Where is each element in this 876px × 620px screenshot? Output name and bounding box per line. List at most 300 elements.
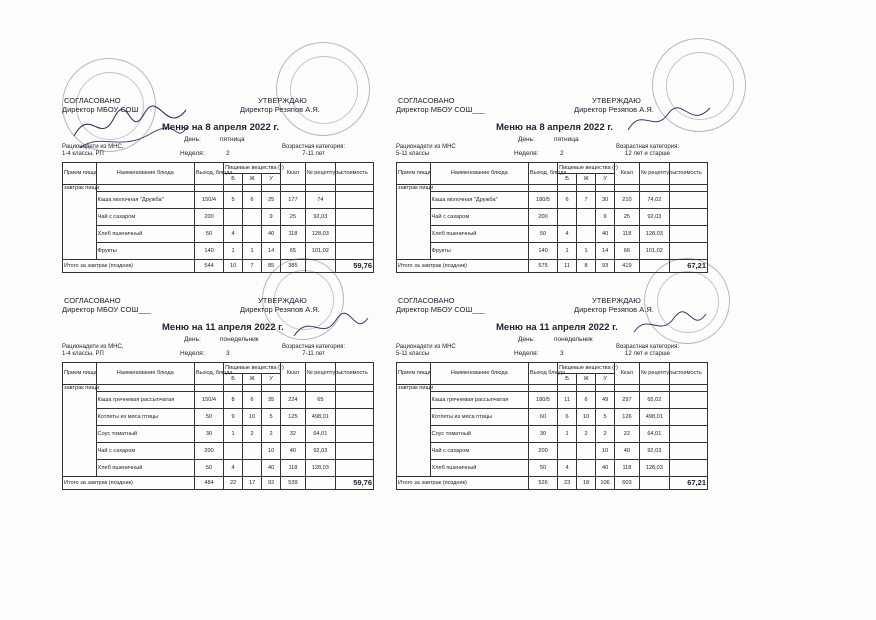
menu-table (62, 162, 374, 273)
dish-carbs: 35 (262, 392, 281, 409)
dish-name: Хлеб пшеничный (430, 226, 528, 243)
col-kcal-header: Ккал (281, 163, 306, 185)
ration-line-2: 1-4 классы, РП (62, 151, 104, 157)
dish-kcal: 66 (615, 243, 640, 260)
dish-fat: 2 (243, 426, 262, 443)
menu-block-3 (62, 292, 374, 552)
spacer-cell (615, 185, 640, 192)
spacer-cell (558, 385, 577, 392)
dish-protein: 1 (224, 426, 243, 443)
table-row (397, 409, 708, 426)
approve-signatory: Директор Резяпов А.Я. (240, 305, 320, 314)
dish-fat (577, 460, 596, 477)
dish-yield: 30 (528, 426, 557, 443)
dish-kcal: 25 (281, 209, 306, 226)
dish-protein: 1 (558, 426, 577, 443)
total-label: Итого за завтрак (поздник) (63, 477, 195, 490)
spacer-cell (577, 385, 596, 392)
day-value: пятница (220, 136, 245, 143)
spacer-cell (528, 185, 557, 192)
dish-name: Фрукты (96, 243, 194, 260)
dish-carbs: 5 (596, 409, 615, 426)
total-fat: 17 (243, 477, 262, 490)
dish-yield: 50 (528, 226, 557, 243)
dish-yield: 50 (528, 460, 557, 477)
week-label: Неделя: (514, 150, 539, 157)
col-yield-header: Выход, блюда (528, 163, 557, 185)
dish-name: Хлеб пшеничный (96, 460, 194, 477)
total-cost: 67,21 (669, 260, 707, 273)
col-meal-header: Прием пищи (63, 163, 97, 185)
approve-title: УТВЕРЖДАЮ (258, 296, 307, 305)
dish-fat (243, 443, 262, 460)
spacer-cell (262, 385, 281, 392)
total-row (397, 260, 708, 273)
dish-carbs: 10 (262, 443, 281, 460)
col-nutrients-header: Пищевые вещества (г) (558, 363, 615, 374)
dish-kcal: 126 (615, 409, 640, 426)
total-fat: 7 (243, 260, 262, 273)
agreed-title: СОГЛАСОВАНО (398, 296, 455, 305)
dish-cost (669, 209, 707, 226)
col-protein-header: Б (558, 374, 577, 385)
table-row-spacer (63, 185, 374, 192)
dish-cost (669, 226, 707, 243)
col-nutrients-header: Пищевые вещества (г) (224, 363, 281, 374)
dish-kcal: 25 (615, 209, 640, 226)
dish-kcal: 224 (281, 392, 306, 409)
day-label: День: (184, 336, 201, 343)
dish-name: Котлеты из мяса птицы (430, 409, 528, 426)
dish-protein (558, 209, 577, 226)
total-yield: 575 (528, 260, 557, 273)
dish-cost (669, 409, 707, 426)
agreed-title: СОГЛАСОВАНО (398, 96, 455, 105)
dish-fat (577, 443, 596, 460)
dish-yield: 200 (194, 443, 223, 460)
col-nutrients-header: Пищевые вещества (г) (224, 163, 281, 174)
total-row (63, 260, 374, 273)
col-protein-header: Б (558, 174, 577, 185)
spacer-cell (194, 385, 223, 392)
dish-protein: 1 (558, 243, 577, 260)
spacer-cell (305, 185, 335, 192)
week-value: 3 (560, 350, 564, 357)
week-label: Неделя: (514, 350, 539, 357)
col-recipe-header: № рецептуры (305, 163, 335, 185)
total-carbs: 93 (596, 260, 615, 273)
dish-kcal: 118 (615, 460, 640, 477)
dish-yield: 50 (194, 226, 223, 243)
spacer-cell (224, 385, 243, 392)
total-protein: 22 (224, 477, 243, 490)
total-recipe (305, 260, 335, 273)
dish-protein: 8 (224, 392, 243, 409)
agreed-title: СОГЛАСОВАНО (64, 96, 121, 105)
day-label: День: (518, 336, 535, 343)
total-yield: 526 (528, 477, 557, 490)
table-row (397, 192, 708, 209)
menu-title: Меню на 11 апреля 2022 г. (162, 322, 284, 333)
table-row (397, 460, 708, 477)
total-carbs: 85 (262, 260, 281, 273)
menu-table (62, 362, 374, 490)
dish-name: Чай с сахаром (96, 209, 194, 226)
table-row (397, 426, 708, 443)
dish-name: Котлеты из мяса птицы (96, 409, 194, 426)
col-fat-header: Ж (577, 374, 596, 385)
spacer-cell (243, 385, 262, 392)
col-nutrients-header: Пищевые вещества (г) (558, 163, 615, 174)
agreed-title: СОГЛАСОВАНО (64, 296, 121, 305)
approve-title: УТВЕРЖДАЮ (592, 296, 641, 305)
ration-info (396, 344, 456, 358)
dish-recipe: 64,01 (639, 426, 669, 443)
age-category (616, 144, 679, 158)
spacer-cell (335, 185, 373, 192)
dish-yield: 140 (194, 243, 223, 260)
col-meal-header: Прием пищи (397, 163, 431, 185)
dish-fat: 1 (243, 243, 262, 260)
spacer-cell (194, 185, 223, 192)
spacer-cell (669, 185, 707, 192)
day-label: День: (518, 136, 535, 143)
dish-kcal: 177 (281, 192, 306, 209)
spacer-cell (262, 185, 281, 192)
spacer-cell (305, 385, 335, 392)
week-label: Неделя: (180, 350, 205, 357)
spacer-cell (224, 185, 243, 192)
menu-rows (397, 385, 708, 490)
dish-name: Чай с сахаром (430, 443, 528, 460)
dish-fat: 1 (577, 243, 596, 260)
dish-fat (243, 209, 262, 226)
total-row (63, 477, 374, 490)
dish-protein (224, 443, 243, 460)
dish-kcal: 118 (281, 460, 306, 477)
dish-kcal: 125 (281, 409, 306, 426)
menu-block-4 (396, 292, 708, 552)
dish-kcal: 32 (281, 426, 306, 443)
menu-rows (397, 185, 708, 273)
col-yield-header: Выход, блюда (194, 163, 223, 185)
dish-recipe: 101,02 (305, 243, 335, 260)
dish-fat (577, 226, 596, 243)
dish-name: Чай с сахаром (96, 443, 194, 460)
dish-recipe: 64,01 (305, 426, 335, 443)
dish-carbs: 5 (262, 409, 281, 426)
menu-table (396, 162, 708, 273)
dish-recipe: 128,03 (305, 226, 335, 243)
approve-signatory: Директор Резяпов А.Я. (574, 305, 654, 314)
dish-recipe: 128,03 (639, 460, 669, 477)
dish-fat: 6 (243, 392, 262, 409)
dish-name: Соус томатный (430, 426, 528, 443)
total-recipe (305, 477, 335, 490)
age-category-label: Возрастная категория: (616, 344, 679, 350)
dish-cost (335, 243, 373, 260)
ration-line-1: Рационадети из МНС, (62, 144, 124, 150)
table-row-spacer (397, 385, 708, 392)
dish-protein: 11 (558, 392, 577, 409)
total-cost: 67,21 (669, 477, 707, 490)
menu-rows (63, 385, 374, 490)
ration-info (62, 344, 123, 358)
day-value: понедельник (220, 336, 259, 343)
dish-recipe: 498,01 (639, 409, 669, 426)
spacer-cell (335, 385, 373, 392)
day-value: пятница (554, 136, 579, 143)
spacer-cell (615, 385, 640, 392)
table-row (63, 243, 374, 260)
dish-cost (669, 443, 707, 460)
age-category-label: Возрастная категория: (616, 144, 679, 150)
dish-protein (558, 443, 577, 460)
table-row (63, 460, 374, 477)
total-protein: 23 (558, 477, 577, 490)
table-row (63, 192, 374, 209)
dish-recipe: 92,03 (305, 209, 335, 226)
dish-kcal: 40 (281, 443, 306, 460)
total-recipe (639, 477, 669, 490)
table-row (63, 226, 374, 243)
total-cost: 59,76 (335, 477, 373, 490)
meal-cell: завтрак пищи (397, 185, 431, 260)
dish-yield: 200 (194, 209, 223, 226)
spacer-cell (639, 185, 669, 192)
dish-name: Хлеб пшеничный (96, 226, 194, 243)
week-value: 2 (560, 150, 564, 157)
spacer-cell (281, 385, 306, 392)
total-label: Итого за завтрак (поздник) (63, 260, 195, 273)
dish-kcal: 118 (281, 226, 306, 243)
week-value: 3 (226, 350, 230, 357)
dish-yield: 60 (528, 409, 557, 426)
dish-recipe: 101,02 (639, 243, 669, 260)
menu-title: Меню на 8 апреля 2022 г. (496, 122, 614, 133)
dish-cost (335, 209, 373, 226)
dish-recipe: 128,03 (305, 460, 335, 477)
dish-carbs: 2 (262, 426, 281, 443)
dish-carbs: 40 (262, 460, 281, 477)
col-cost-header: стоимость (669, 163, 707, 185)
dish-fat: 10 (577, 409, 596, 426)
age-category-value: 7-11 лет (302, 351, 325, 357)
age-category-value: 7-11 лет (302, 151, 325, 157)
age-category (282, 144, 345, 158)
dish-recipe: 74 (305, 192, 335, 209)
table-row (397, 443, 708, 460)
spacer-cell (558, 185, 577, 192)
dish-carbs: 14 (596, 243, 615, 260)
approve-signatory: Директор Резяпов А.Я. (574, 105, 654, 114)
dish-kcal: 65 (281, 243, 306, 260)
ration-info (62, 144, 123, 158)
table-row-spacer (63, 385, 374, 392)
dish-yield: 180/5 (528, 392, 557, 409)
total-fat: 8 (577, 260, 596, 273)
dish-fat (243, 226, 262, 243)
dish-name: Хлеб пшеничный (430, 460, 528, 477)
dish-fat: 7 (577, 192, 596, 209)
ration-line-1: Рационадети из МНС, (62, 344, 124, 350)
spacer-cell (96, 185, 194, 192)
meal-cell: завтрак пищи (63, 185, 97, 260)
dish-name: Каша молочная "Дружба" (96, 192, 194, 209)
dish-cost (669, 460, 707, 477)
spacer-cell (281, 185, 306, 192)
col-protein-header: Б (224, 174, 243, 185)
total-label: Итого за завтрак (поздник) (397, 477, 529, 490)
table-row (397, 243, 708, 260)
dish-protein (224, 209, 243, 226)
dish-name: Фрукты (430, 243, 528, 260)
col-carbs-header: У (262, 174, 281, 185)
dish-yield: 30 (194, 426, 223, 443)
ration-line-2: 5-11 классы (396, 151, 430, 157)
spacer-cell (430, 385, 528, 392)
dish-fat: 6 (243, 192, 262, 209)
dish-recipe: 92,03 (305, 443, 335, 460)
day-value: понедельник (554, 336, 593, 343)
dish-yield: 50 (194, 409, 223, 426)
dish-fat: 6 (577, 392, 596, 409)
spacer-cell (639, 385, 669, 392)
meal-cell: завтрак пищи (63, 385, 97, 477)
dish-name: Каша гречневая рассыпчатая (430, 392, 528, 409)
dish-cost (335, 192, 373, 209)
menu-table (396, 362, 708, 490)
col-fat-header: Ж (243, 374, 262, 385)
col-yield-header: Выход блюда (528, 363, 557, 385)
table-row (397, 209, 708, 226)
dish-cost (669, 243, 707, 260)
total-kcal: 603 (615, 477, 640, 490)
col-recipe-header: № рецептуры (305, 363, 335, 385)
dish-carbs: 9 (596, 209, 615, 226)
spacer-cell (243, 185, 262, 192)
total-row (397, 477, 708, 490)
table-row (63, 392, 374, 409)
dish-carbs: 2 (596, 426, 615, 443)
dish-recipe: 92,03 (639, 443, 669, 460)
col-recipe-header: № рецептуры (639, 163, 669, 185)
col-meal-header: Прием пищи (397, 363, 431, 385)
week-value: 2 (226, 150, 230, 157)
table-row (397, 392, 708, 409)
dish-protein: 5 (224, 192, 243, 209)
menu-rows (63, 185, 374, 273)
dish-kcal: 22 (615, 426, 640, 443)
col-kcal-header: Ккал (615, 363, 640, 385)
ration-line-2: 1-4 классы, РП (62, 351, 104, 357)
dish-name: Чай с сахаром (430, 209, 528, 226)
col-protein-header: Б (224, 374, 243, 385)
col-name-header: Наименование блюда (430, 363, 528, 385)
col-name-header: Наименование блюда (430, 163, 528, 185)
dish-cost (335, 409, 373, 426)
menu-title: Меню на 8 апреля 2022 г. (162, 122, 280, 133)
dish-cost (335, 426, 373, 443)
age-category (282, 344, 345, 358)
col-fat-header: Ж (243, 174, 262, 185)
dish-recipe: 498,01 (305, 409, 335, 426)
dish-cost (669, 426, 707, 443)
dish-cost (335, 392, 373, 409)
agreed-signatory: Директор МБОУ СОШ___ (62, 305, 151, 314)
meal-cell: завтрак пищи (397, 385, 431, 477)
total-carbs: 92 (262, 477, 281, 490)
col-recipe-header: № рецептуры (639, 363, 669, 385)
total-label: Итого за завтрак (поздник) (397, 260, 529, 273)
dish-cost (335, 226, 373, 243)
dish-carbs: 40 (596, 460, 615, 477)
total-kcal: 385 (281, 260, 306, 273)
dish-recipe: 92,03 (639, 209, 669, 226)
agreed-signatory: Директор МБОУ СОШ___ (396, 105, 485, 114)
table-row (63, 209, 374, 226)
table-row (63, 409, 374, 426)
spacer-cell (596, 185, 615, 192)
dish-yield: 150/4 (194, 192, 223, 209)
total-yield: 544 (194, 260, 223, 273)
approve-title: УТВЕРЖДАЮ (258, 96, 307, 105)
dish-fat: 10 (243, 409, 262, 426)
dish-carbs: 30 (596, 192, 615, 209)
spacer-cell (577, 185, 596, 192)
dish-recipe: 74,02 (639, 192, 669, 209)
col-fat-header: Ж (577, 174, 596, 185)
spacer-cell (596, 385, 615, 392)
ration-line-1: Рационадети из МНС (396, 344, 456, 350)
approve-signatory: Директор Резяпов А.Я. (240, 105, 320, 114)
col-name-header: Наименование блюда (96, 363, 194, 385)
dish-cost (335, 460, 373, 477)
dish-recipe: 65 (305, 392, 335, 409)
menu-title: Меню на 11 апреля 2022 г. (496, 322, 618, 333)
table-row (397, 226, 708, 243)
agreed-signatory: Директор МБОУ СОШ (62, 105, 139, 114)
dish-recipe: 65,02 (639, 392, 669, 409)
dish-protein: 9 (224, 409, 243, 426)
total-carbs: 106 (596, 477, 615, 490)
dish-protein: 4 (224, 460, 243, 477)
dish-carbs: 25 (262, 192, 281, 209)
dish-carbs: 40 (596, 226, 615, 243)
col-cost-header: стоимость (335, 363, 373, 385)
total-cost: 59,76 (335, 260, 373, 273)
ration-line-1: Рационадети из МНС (396, 144, 456, 150)
dish-yield: 200 (528, 443, 557, 460)
total-kcal: 419 (615, 260, 640, 273)
total-protein: 10 (224, 260, 243, 273)
dish-name: Каша гречневая рассыпчатая (96, 392, 194, 409)
dish-name: Каша молочная "Дружба" (430, 192, 528, 209)
spacer-cell (430, 185, 528, 192)
week-label: Неделя: (180, 150, 205, 157)
age-category-value: 12 лет и старше (625, 351, 670, 357)
dish-kcal: 40 (615, 443, 640, 460)
col-yield-header: Выход, блюда (194, 363, 223, 385)
dish-carbs: 10 (596, 443, 615, 460)
dish-protein: 4 (224, 226, 243, 243)
spacer-cell (669, 385, 707, 392)
age-category-label: Возрастная категория: (282, 344, 345, 350)
table-row (63, 443, 374, 460)
approve-title: УТВЕРЖДАЮ (592, 96, 641, 105)
dish-kcal: 118 (615, 226, 640, 243)
col-carbs-header: У (262, 374, 281, 385)
